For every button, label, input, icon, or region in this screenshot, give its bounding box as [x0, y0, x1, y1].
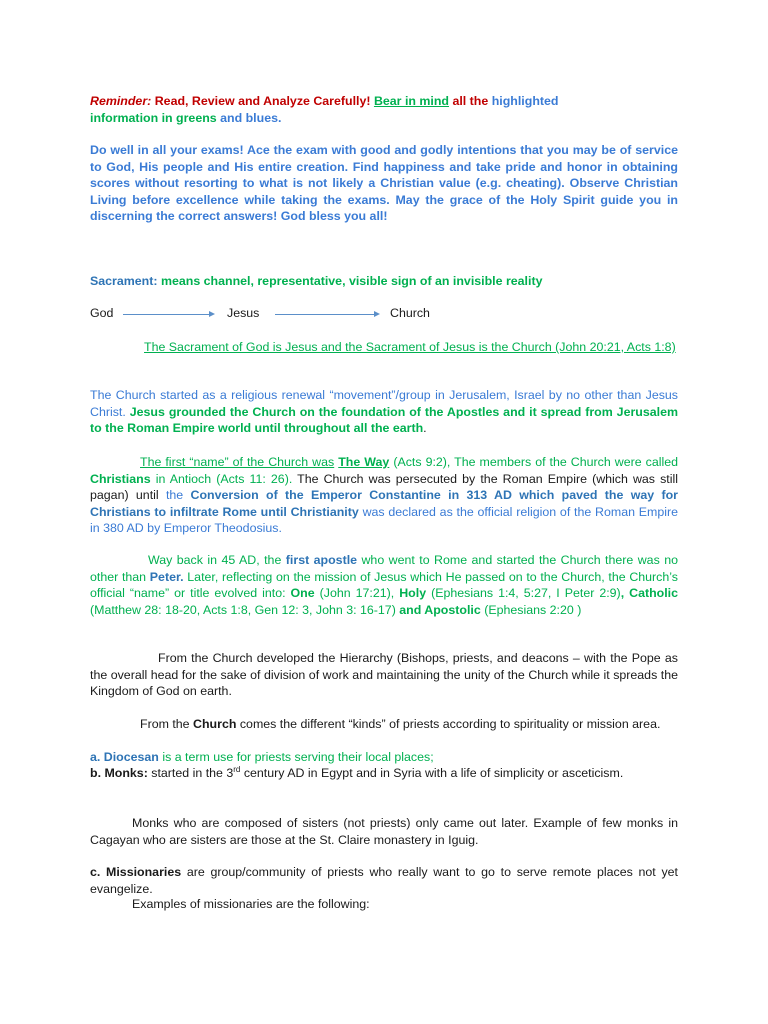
sacrament-of-god-paragraph [90, 339, 678, 356]
flow-arrow-2 [275, 314, 378, 315]
monks-text-1: started in the 3 [151, 766, 234, 780]
church-started-paragraph [90, 387, 678, 437]
highlighted-word: highlighted [491, 94, 559, 108]
flow-jesus: Jesus [227, 306, 260, 320]
monks-sisters-paragraph [90, 815, 678, 848]
church-started-text: The Church started as a religious renewal “movement”/group in Jerusalem, Israel by no other than Jesus Christ. [90, 388, 678, 419]
reminder-label: Reminder: [90, 94, 152, 108]
examples-paragraph [90, 896, 678, 913]
reminder-paragraph [90, 93, 678, 126]
missionaries-label: c. Missionaries [90, 865, 182, 879]
monks-item [90, 765, 678, 782]
sacrament-meaning: means channel, representative, visible sign of an invisible reality [160, 274, 543, 288]
diocesan-label: a. Diocesan [90, 750, 159, 764]
missionaries-text: are group/community of priests who really want to go to serve remote places not yet evangelize. [90, 865, 678, 896]
flow-god: God [90, 306, 114, 320]
info-greens: information in greens [90, 110, 217, 125]
apostolic-word: and Apostolic [399, 602, 481, 617]
flow-church: Church [390, 306, 430, 320]
sacrament-term: Sacrament: [90, 274, 158, 288]
examples-text: Examples of missionaries are the following: [132, 897, 370, 911]
monks-sisters-text: Monks who are composed of sisters (not priests) only came out later. Example of few monks in Cagayan who are sisters are those at the St. Claire monastery in Iguig. [90, 816, 678, 847]
monks-sup: rd [233, 764, 241, 774]
flow-arrow-1 [123, 314, 213, 315]
missionaries-item [90, 864, 678, 897]
sacrament-definition [90, 273, 678, 290]
first-name-text: The first “name” of the Church was [140, 455, 335, 469]
christians-word: Christians [90, 471, 151, 486]
holy-ref: (Ephesians 1:4, 5:27, I Peter 2:9) [431, 586, 621, 601]
first-name-paragraph [90, 454, 678, 537]
reminder-text: Read, Review and Analyze Carefully! [154, 94, 371, 108]
constantine-text: Conversion of the Emperor Constantine in 313 AD which paved the way for Christians to infiltrate Rome until Christianity [90, 488, 678, 519]
all-the: all the [452, 94, 489, 108]
reflecting-text: Later, reflecting on the mission of Jesus which He passed on to the Church, the Church’s official “name” or title evolved into: [90, 569, 678, 601]
antioch-text: in Antioch (Acts 11: 26). [155, 471, 293, 486]
first-apostle: first apostle [285, 553, 358, 567]
kinds-paragraph [90, 716, 678, 733]
sacrament-of-god-text: The Sacrament of God is Jesus and the Sacrament of Jesus is the Church (John 20:21, Acts 1:8) [144, 340, 676, 354]
one-word: One [290, 586, 315, 601]
holy-word: Holy [399, 586, 427, 601]
first-name-acts: (Acts 9:2), The members of the Church were called [393, 455, 679, 469]
church-grounded-text: Jesus grounded the Church on the foundation of the Apostles and it spread from Jerusalem to the Roman Empire world until throughout all the earth [90, 404, 678, 436]
catholic-ref: (Matthew 28: 18-20, Acts 1:8, Gen 12: 3, John 3: 16-17) [90, 602, 396, 617]
blues-word: blues. [245, 110, 282, 125]
the-way: The Way [338, 455, 390, 469]
official-religion-text: was declared as the official religion of the Roman Empire in 380 AD by Emperor Theodosius. [90, 504, 678, 536]
kinds-text-1: From the [140, 717, 190, 731]
peter-word: Peter. [149, 569, 184, 584]
way-back-text: Way back in 45 AD, the [148, 553, 282, 567]
monks-text-2: century AD in Egypt and in Syria with a life of simplicity or asceticism. [243, 766, 624, 780]
the-word: the [165, 488, 184, 503]
kinds-text-2: comes the different “kinds” of priests according to spirituality or mission area. [239, 717, 661, 731]
catholic-word: , Catholic [620, 586, 679, 601]
hierarchy-text: From the Church developed the Hierarchy (Bishops, priests, and deacons – with the Pope as the overall head for the sake of division of work and maintaining the unity of the Church while it spreads the Kingdom of God on earth. [90, 651, 678, 699]
rome-text: who went to Rome and started the Church there was no other than [90, 553, 678, 584]
church-started-period: . [423, 421, 427, 436]
one-ref: (John 17:21), [319, 586, 395, 601]
diocesan-item [90, 749, 678, 766]
persecuted-text: The Church was persecuted by the Roman Empire (which was still pagan) until [90, 471, 678, 503]
apostolic-ref: (Ephesians 2:20 ) [484, 602, 582, 617]
bear-in-mind: Bear in mind [373, 94, 449, 108]
kinds-church: Church [193, 717, 237, 731]
hierarchy-paragraph [90, 650, 678, 700]
diocesan-text: is a term use for priests serving their local places; [162, 750, 434, 764]
monks-label: b. Monks: [90, 766, 148, 780]
exam-wishes-paragraph: Do well in all your exams! Ace the exam with good and godly intentions that you may be of service to God, His people and His entire creation. Find happiness and take pride and honor in obtaining scores without resorting to what is not likely a Christian value (e.g. cheating). Observe Christian Living before excellence while taking the exams. May the grace of the Holy Spirit guide you in discerning the correct answers! God bless you all! [90, 143, 678, 224]
and-word: and [220, 110, 243, 125]
way-back-paragraph [90, 552, 678, 618]
